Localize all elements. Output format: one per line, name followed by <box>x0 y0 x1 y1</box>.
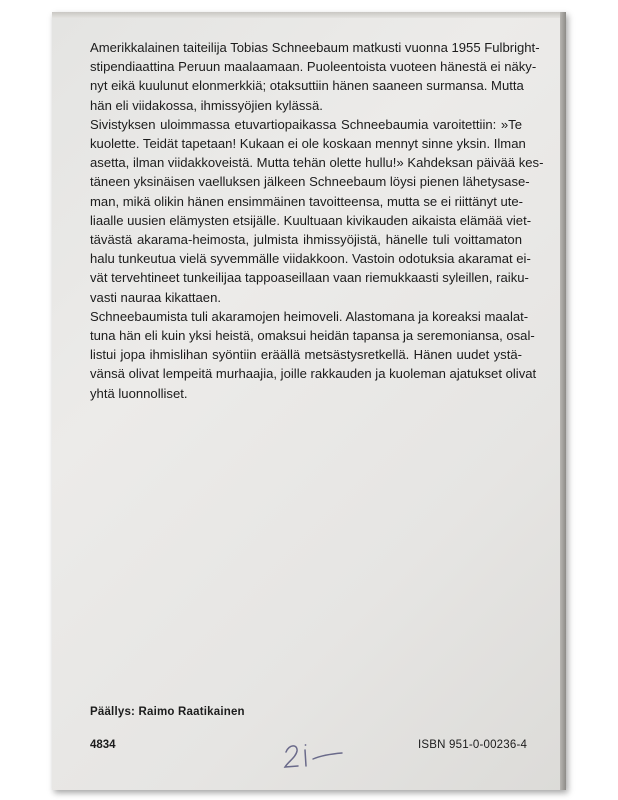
isbn-number: ISBN 951-0-00236-4 <box>418 739 528 751</box>
blurb-line: halu tunkeutua vielä syvemmälle viidakkoon. Vastoin odotuksia akaramat ei- <box>90 251 531 267</box>
blurb-line: man, mikä olikin hänen ensimmäinen tavoitteensa, mutta se ei riittänyt ute- <box>90 193 524 209</box>
blurb-line: tävästä akarama-heimosta, julmista ihmissyöjistä, hänelle tuli voittamaton <box>90 232 522 248</box>
book-back-cover <box>52 12 566 790</box>
blurb-line: hän eli viidakossa, ihmissyöjien kylässä. <box>90 97 323 113</box>
blurb-line: vasti nauraa kikattaen. <box>90 289 222 305</box>
cover-top-edge <box>52 12 566 18</box>
blurb-line: asetta, ilman viidakkoveistä. Mutta tehän olette hullu!» Kahdeksan päivää kes- <box>90 155 544 171</box>
blurb-paragraph-3 <box>90 307 537 403</box>
blurb-line: stipendiaattina Peruun maalaamaan. Puoleentoista vuoteen hänestä ei näky- <box>90 59 537 75</box>
blurb-line: liaalle uusien elämysten etsijälle. Kuultuaan kivikauden aikaista elämää viet- <box>90 212 532 228</box>
blurb-line: Amerikkalainen taiteilija Tobias Schneebaum matkusti vuonna 1955 Fulbright- <box>90 40 540 55</box>
blurb-line: nyt eikä kuulunut elonmerkkiä; otaksuttiin hänen saaneen surmansa. Mutta <box>90 78 524 94</box>
blurb-text <box>90 38 544 403</box>
blurb-line: Sivistyksen uloimmassa etuvartiopaikassa Schneebaumia varoitettiin: »Te <box>90 116 522 132</box>
blurb-paragraph-2 <box>90 115 544 307</box>
blurb-line: vänsä olivat lempeitä murhaajia, joille rakkauden ja kuoleman ajatukset olivat <box>90 366 537 382</box>
catalog-number: 4834 <box>90 739 116 751</box>
cover-spine-edge <box>560 12 566 790</box>
blurb-paragraph-1 <box>90 38 540 115</box>
cover-design-credit: Päällys: Raimo Raatikainen <box>90 706 245 718</box>
handwritten-price-mark <box>280 740 350 774</box>
blurb-line: vät tervehtineet tunkeilijaa tappoaseillaan vaan riemukkaasti syleillen, raiku- <box>90 270 529 286</box>
blurb-line: kuolette. Teidät tapetaan! Kukaan ei ole koskaan mennyt sinne yksin. Ilman <box>90 136 526 152</box>
blurb-line: Schneebaumista tuli akaramojen heimoveli. Alastomana ja koreaksi maalat- <box>90 308 529 324</box>
blurb-line: tuna hän eli kuin yksi heistä, omaksui heidän tapansa ja seremoniansa, osal- <box>90 328 535 344</box>
blurb-line: täneen yksinäisen vaelluksen jälkeen Schneebaum löysi pienen lähetysase- <box>90 174 530 190</box>
blurb-line: yhtä luonnolliset. <box>90 385 188 401</box>
blurb-line: listui jopa ihmislihan syöntiin eräällä metsästysretkellä. Hänen uudet ystä- <box>90 347 522 363</box>
